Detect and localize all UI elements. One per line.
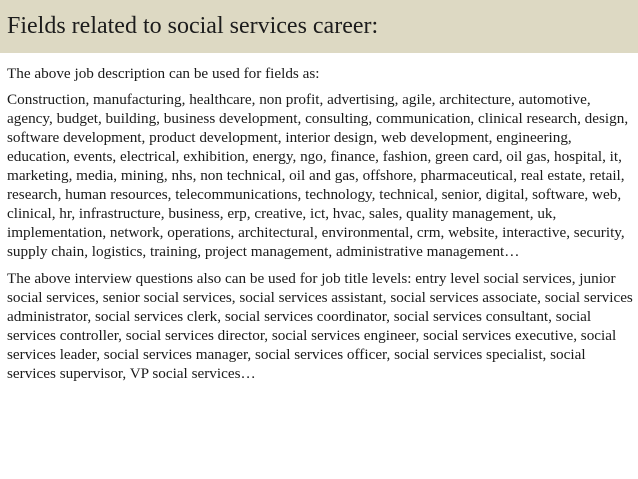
slide-body (7, 64, 633, 383)
slide-title: Fields related to social services career: (7, 13, 379, 39)
job-levels-paragraph: The above interview questions also can be used for job title levels: entry level social services, junior social services, senior social services, social services assistant, social services associate, social services administrator, social services clerk, social services coordinator, social services consultant, social services controller, social services director, social services engineer, social services executive, social services leader, social services manager, social services officer, social services specialist, social services supervisor, VP social services… (7, 270, 633, 382)
fields-paragraph: Construction, manufacturing, healthcare, non profit, advertising, agile, architecture, automotive, agency, budget, building, business development, consulting, communication, clinical research, design, software development, product development, interior design, web development, engineering, education, events, electrical, exhibition, energy, ngo, finance, fashion, green card, oil gas, hospital, it, marketing, media, mining, nhs, non technical, oil and gas, offshore, pharmaceutical, real estate, retail, research, human resources, telecommunications, technology, technical, senior, digital, software, web, clinical, hr, infrastructure, business, erp, creative, ict, hvac, sales, quality management, uk, implementation, network, operations, architectural, environmental, crm, website, interactive, security, supply chain, logistics, training, project management, administrative management… (7, 91, 629, 260)
intro-paragraph: The above job description can be used for fields as: (7, 65, 320, 82)
title-bar (0, 0, 638, 53)
